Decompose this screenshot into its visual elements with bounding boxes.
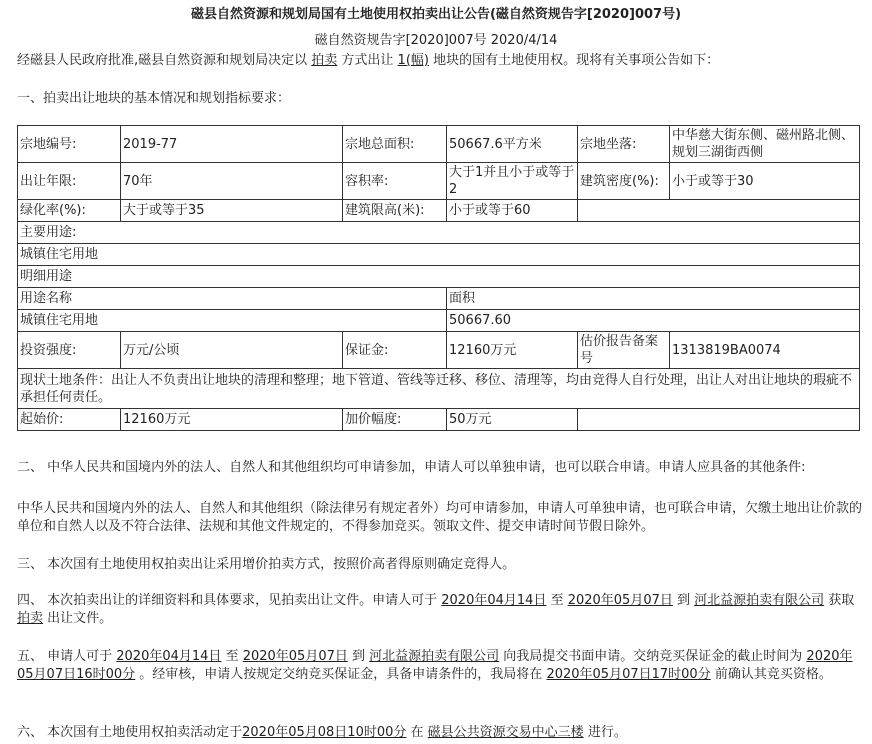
end-date: 2020年05月07日 <box>567 593 673 608</box>
start-date: 2020年04月14日 <box>116 649 222 664</box>
table-cell: 1313819BA0074 <box>670 332 860 369</box>
table-cell: 大于或等于35 <box>121 200 343 222</box>
table-cell: 大于1并且小于或等于2 <box>447 163 578 200</box>
table-row <box>18 244 860 266</box>
table-cell: 城镇住宅用地 <box>18 244 860 266</box>
table-row <box>18 369 860 409</box>
section-text: 到 <box>347 649 370 664</box>
table-cell: 50万元 <box>447 409 578 431</box>
table-cell: 小于或等于60 <box>447 200 578 222</box>
table-row <box>18 409 860 431</box>
start-date: 2020年04月14日 <box>441 593 547 608</box>
auction-venue: 磁县公共资源交易中心三楼 <box>427 725 584 740</box>
deposit-deadline: 2020年05月07日16时00分 <box>17 649 853 682</box>
section-text: 四、 本次拍卖出让的详细资料和具体要求，见拍卖出让文件。申请人可于 <box>17 593 442 608</box>
page-title: 磁县自然资源和规划局国有土地使用权拍卖出让公告(磁自然资规告字[2020]007号) <box>190 7 682 22</box>
section-text: 获取 <box>824 593 855 608</box>
table-cell: 起始价: <box>18 409 121 431</box>
table-cell: 宗地坐落: <box>578 126 670 163</box>
table-cell: 加价幅度: <box>343 409 447 431</box>
section-text: 进行。 <box>583 725 627 740</box>
intro-method: 拍卖 <box>311 53 338 68</box>
table-cell: 50667.60 <box>447 310 860 332</box>
table-cell: 容积率: <box>343 163 447 200</box>
table-cell <box>578 409 860 431</box>
table-cell: 投资强度: <box>18 332 121 369</box>
end-date: 2020年05月07日 <box>242 649 348 664</box>
table-cell: 宗地编号: <box>18 126 121 163</box>
table-row <box>18 222 860 244</box>
table-row <box>18 332 860 369</box>
section-5-paragraph <box>17 648 862 684</box>
section-3-paragraph: 三、 本次国有土地使用权拍卖出让采用增价拍卖方式，按照价高者得原则确定竞得人。 <box>17 557 516 572</box>
document-number-date: 磁自然资规告字[2020]007号 2020/4/14 <box>314 33 558 48</box>
section-text: 。经审核，申请人按规定交纳竞买保证金，具备申请条件的，我局将在 <box>135 667 547 682</box>
table-cell: 明细用途 <box>18 266 860 288</box>
table-cell: 70年 <box>121 163 343 200</box>
table-cell: 用途名称 <box>18 288 447 310</box>
intro-count: 1(幅) <box>397 53 429 68</box>
section-text: 五、 申请人可于 <box>17 649 117 664</box>
section-2-conditions: 中华人民共和国境内外的法人、自然人和其他组织（除法律另有规定者外）均可申请参加，申请人可单独申请，也可联合申请，欠缴土地出让价款的单位和自然人以及不符合法律、法规和其他文件规定的，不得参加竞买。领取文件、提交申请时间节假日除外。 <box>17 501 863 534</box>
section-text: 向我局提交书面申请。交纳竞买保证金的截止时间为 <box>499 649 807 664</box>
table-cell: 建筑密度(%): <box>578 163 670 200</box>
section-text: 至 <box>221 649 243 664</box>
table-cell: 宗地总面积: <box>343 126 447 163</box>
auction-company: 河北益源拍卖有限公司 <box>694 593 825 608</box>
table-cell: 城镇住宅用地 <box>18 310 447 332</box>
section-text: 六、 本次国有土地使用权拍卖活动定于 <box>17 725 243 740</box>
table-row <box>18 288 860 310</box>
table-cell: 中华慈大街东侧、磁州路北侧、规划三湖街西侧 <box>670 126 860 163</box>
table-row <box>18 163 860 200</box>
table-cell: 12160万元 <box>121 409 343 431</box>
intro-text: 经磁县人民政府批准,磁县自然资源和规划局决定以 <box>17 53 312 68</box>
section-1-heading: 一、拍卖出让地块的基本情况和规划指标要求： <box>17 91 291 106</box>
table-cell: 小于或等于30 <box>670 163 860 200</box>
qualification-confirm-time: 2020年05月07日17时00分 <box>546 667 711 682</box>
table-cell: 保证金: <box>343 332 447 369</box>
section-text: 到 <box>672 593 695 608</box>
table-row <box>18 266 860 288</box>
table-cell: 50667.6平方米 <box>447 126 578 163</box>
section-4-paragraph <box>17 592 862 628</box>
intro-paragraph <box>17 52 862 70</box>
table-cell: 2019-77 <box>121 126 343 163</box>
table-cell: 12160万元 <box>447 332 578 369</box>
land-info-table <box>17 125 860 431</box>
section-6-paragraph <box>17 724 862 742</box>
section-text: 前确认其竞买资格。 <box>710 667 832 682</box>
table-row <box>18 126 860 163</box>
auction-method: 拍卖 <box>17 611 44 626</box>
table-cell <box>578 200 860 222</box>
table-cell: 万元/公顷 <box>121 332 343 369</box>
auction-time: 2020年05月08日10时00分 <box>242 725 407 740</box>
intro-text: 地块的国有土地使用权。现将有关事项公告如下： <box>428 53 720 68</box>
section-text: 至 <box>546 593 568 608</box>
table-cell: 建筑限高(米): <box>343 200 447 222</box>
table-cell: 面积 <box>447 288 860 310</box>
section-text: 在 <box>406 725 428 740</box>
auction-company: 河北益源拍卖有限公司 <box>369 649 500 664</box>
table-cell: 主要用途: <box>18 222 860 244</box>
table-cell: 现状土地条件：出让人不负责出让地块的清理和整理；地下管道、管线等迁移、移位、清理等，均由竞得人自行处理，出让人对出让地块的瑕疵不承担任何责任。 <box>18 369 860 409</box>
table-cell: 估价报告备案号 <box>578 332 670 369</box>
table-cell: 出让年限: <box>18 163 121 200</box>
section-text: 出让文件。 <box>43 611 113 626</box>
table-cell: 绿化率(%): <box>18 200 121 222</box>
section-2-paragraph: 二、 中华人民共和国境内外的法人、自然人和其他组织均可申请参加，申请人可以单独申请，也可以联合申请。申请人应具备的其他条件: <box>17 460 806 475</box>
table-row <box>18 310 860 332</box>
table-row <box>18 200 860 222</box>
intro-text: 方式出让 <box>337 53 398 68</box>
